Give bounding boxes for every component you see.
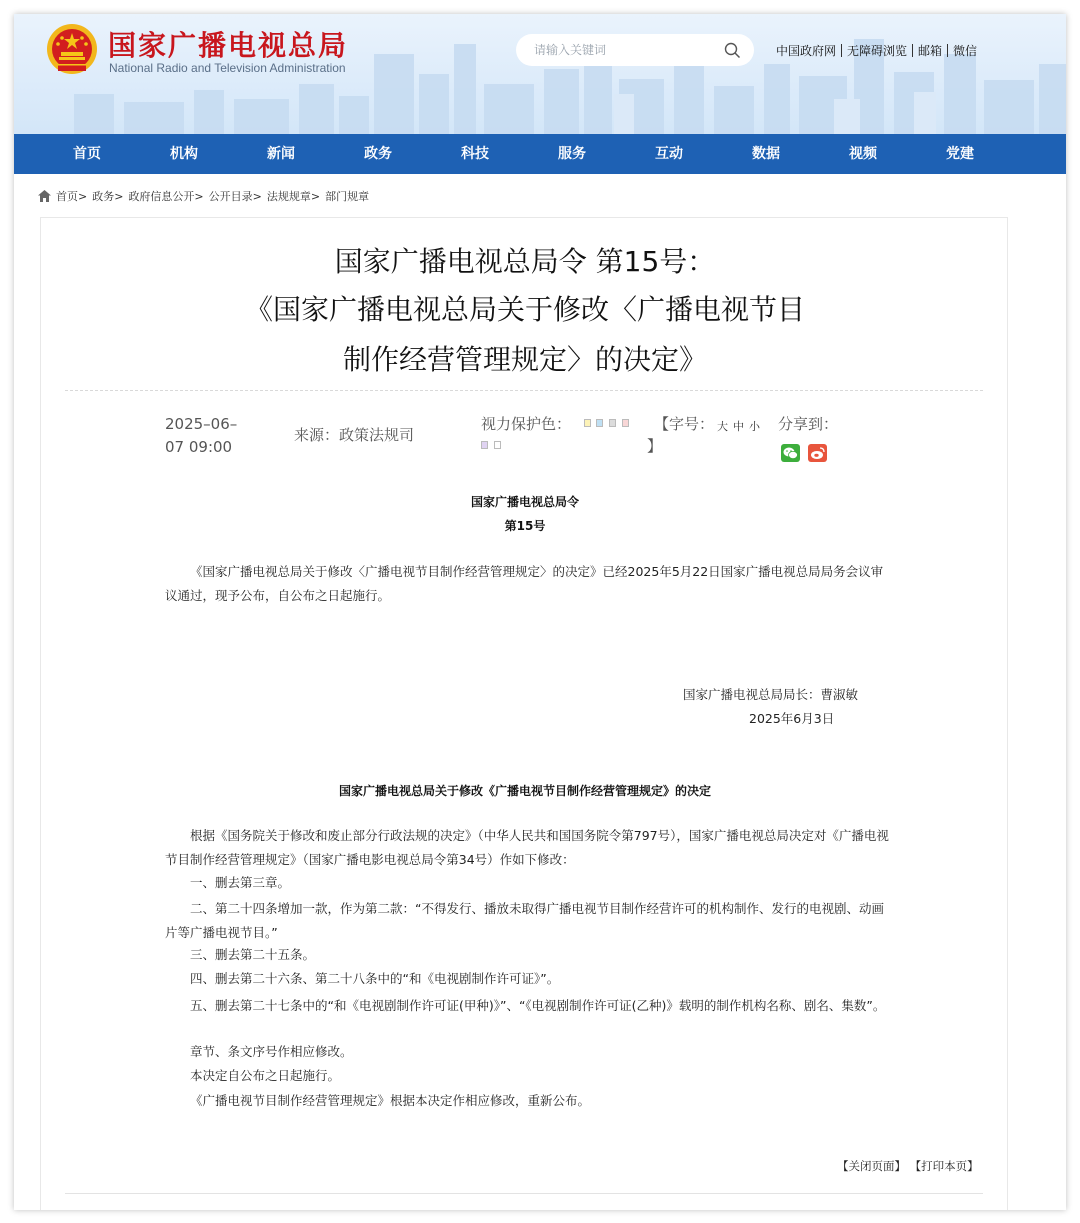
share-label: 分享到： (778, 415, 839, 433)
page-actions (837, 1158, 979, 1174)
decision-item-7: 本决定自公布之日起施行。 (190, 1068, 341, 1083)
nav-interaction[interactable]: 互动 (655, 146, 683, 162)
swatch-blue[interactable] (596, 419, 603, 427)
title-divider (65, 390, 983, 391)
site-title: 国家广播电视总局 (108, 29, 349, 62)
publish-date (165, 413, 255, 459)
article-source: 来源：政策法规司 (294, 426, 415, 444)
publish-date-line-1: 2025–06– (165, 415, 238, 433)
close-page-button[interactable]: 【关闭页面】 (837, 1159, 906, 1173)
order-issuer: 国家广播电视总局令 (470, 495, 579, 509)
swatch-white[interactable] (494, 441, 501, 449)
decision-item-2: 二、第二十四条增加一款，作为第二款：“不得发行、播放未取得广播电视节目制作经营许可的机构制作、发行的电视剧、动画片等广播电视节目。” (165, 901, 884, 940)
nav-technology[interactable]: 科技 (461, 146, 489, 162)
font-size-small[interactable]: 小 (749, 420, 760, 433)
breadcrumb-regulations[interactable]: 法规规章> (266, 190, 321, 203)
breadcrumb-info-disclosure[interactable]: 政府信息公开> (128, 190, 204, 203)
swatch-yellow[interactable] (584, 419, 591, 427)
breadcrumb-public-catalog[interactable]: 公开目录> (208, 190, 262, 203)
nav-home[interactable]: 首页 (73, 146, 101, 162)
wechat-link[interactable]: 微信 (953, 44, 978, 58)
link-divider (912, 44, 913, 57)
main-nav (14, 134, 1066, 174)
decision-item-8: 《广播电视节目制作经营管理规定》根据本决定作相应修改，重新公布。 (190, 1093, 591, 1108)
site-header (14, 14, 1066, 134)
signature-date: 2025年6月3日 (749, 711, 835, 726)
article-title-line-1: 国家广播电视总局令 第15号： (334, 245, 716, 278)
mailbox-link[interactable]: 邮箱 (918, 44, 943, 58)
decision-title: 国家广播电视总局关于修改《广播电视节目制作经营管理规定》的决定 (338, 784, 711, 798)
signature-title: 国家广播电视总局局长：曹淑敏 (683, 687, 859, 702)
nav-news[interactable]: 新闻 (267, 146, 295, 162)
article-panel (40, 217, 1008, 1210)
breadcrumb-government-affairs[interactable]: 政务> (92, 190, 124, 203)
search-icon[interactable] (724, 42, 741, 59)
home-icon (38, 190, 51, 202)
wechat-share-icon[interactable] (781, 444, 800, 462)
weibo-share-icon[interactable] (808, 444, 827, 462)
link-divider (841, 44, 842, 57)
top-links (776, 42, 977, 59)
font-size-large[interactable]: 大 (717, 420, 728, 433)
decision-item-6: 章节、条文序号作相应修改。 (190, 1044, 353, 1059)
breadcrumb-department-rules[interactable]: 部门规章 (325, 190, 370, 203)
decision-item-5: 五、删去第二十七条中的“和《电视剧制作许可证(甲种)》”、“《电视剧制作许可证(乙种)》载明的制作机构名称、剧名、集数”。 (190, 998, 886, 1013)
nav-services[interactable]: 服务 (558, 146, 586, 162)
nav-video[interactable]: 视频 (849, 146, 877, 162)
site-subtitle: National Radio and Television Administration (109, 61, 346, 75)
national-emblem-icon (44, 22, 100, 78)
breadcrumb-home[interactable]: 首页> (56, 190, 88, 203)
nav-party-building[interactable]: 党建 (946, 146, 974, 162)
publish-date-line-2: 07 09:00 (165, 438, 233, 456)
font-size-bracket: 】 (647, 437, 663, 455)
font-size-label: 【字号： (654, 415, 715, 433)
intro-paragraph: 《国家广播电视总局关于修改〈广播电视节目制作经营管理规定〉的决定》已经2025年5月22日国家广播电视总局局务会议审议通过，现予公布，自公布之日起施行。 (165, 564, 884, 603)
swatch-gray[interactable] (609, 419, 616, 427)
print-page-button[interactable]: 【打印本页】 (909, 1159, 979, 1173)
browser-page (14, 14, 1066, 1210)
link-divider (947, 44, 948, 57)
vision-protection-label: 视力保护色： (481, 415, 572, 433)
swatch-purple[interactable] (481, 441, 488, 449)
article-title-line-2: 《国家广播电视总局关于修改〈广播电视节目 (244, 293, 805, 326)
bottom-divider (65, 1193, 983, 1194)
decision-item-4: 四、删去第二十六条、第二十八条中的“和《电视剧制作许可证》”。 (190, 971, 560, 986)
nav-government-affairs[interactable]: 政务 (364, 146, 392, 162)
breadcrumb (38, 188, 369, 204)
swatch-pink[interactable] (622, 419, 629, 427)
decision-item-3: 三、删去第二十五条。 (190, 947, 316, 962)
font-size-medium[interactable]: 中 (733, 420, 744, 433)
accessibility-link[interactable]: 无障碍浏览 (847, 44, 908, 58)
decision-intro: 根据《国务院关于修改和废止部分行政法规的决定》（中华人民共和国国务院令第797号），国家广播电视总局决定对《广播电视节目制作经营管理规定》（国家广播电影电视总局令第34号）作如下修改： (165, 828, 889, 867)
decision-item-1: 一、删去第三章。 (190, 875, 291, 890)
search-box (516, 34, 754, 66)
search-input[interactable] (534, 40, 704, 60)
article-title-line-3: 制作经营管理规定〉的决定》 (342, 343, 707, 376)
nav-organization[interactable]: 机构 (170, 146, 198, 162)
nav-data[interactable]: 数据 (752, 146, 780, 162)
gov-site-link[interactable]: 中国政府网 (776, 44, 837, 58)
order-number: 第15号 (504, 519, 546, 533)
